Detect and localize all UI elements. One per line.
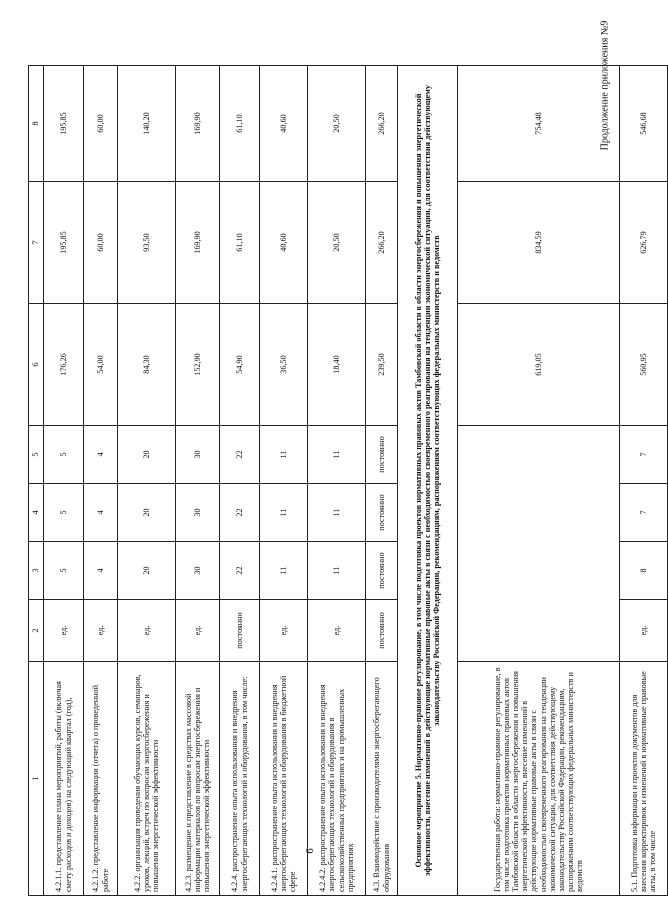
header-cell: 5	[29, 426, 44, 484]
value-cell: 169,90	[176, 66, 220, 182]
value-cell: 36,50	[260, 304, 308, 426]
table-row	[44, 66, 84, 896]
table-row	[118, 66, 176, 896]
header-cell: 7	[29, 182, 44, 304]
value-cell: 22	[220, 484, 260, 542]
value-cell: постоянно	[366, 542, 398, 600]
value-cell: 140,20	[118, 66, 176, 182]
value-cell: 7	[620, 426, 668, 484]
government-work-row	[458, 66, 620, 896]
unit-cell: ед.	[176, 600, 220, 662]
value-cell: 626,79	[620, 182, 668, 304]
appendix-label-text: Продолжение приложения №9	[599, 20, 611, 151]
value-cell: 195,85	[44, 182, 84, 304]
row-label: 4.3. Взаимодействие с производителями энергосберегающего оборудования	[366, 662, 398, 896]
value-cell: 5	[44, 542, 84, 600]
row-label: 4.2.4.2. распространение опыта использования и внедрения энергосберегающих технологий и оборудования в сельскохозяйственных предприятиях и на промышленных предприятиях	[308, 662, 366, 896]
value-cell: 40,60	[260, 182, 308, 304]
header-cell: 8	[29, 66, 44, 182]
header-cell: 6	[29, 304, 44, 426]
row-label: 4.2.4. распространение опыта использования и внедрения энергосберегающих технологий и оборудования, в том числе:	[220, 662, 260, 896]
table-row	[620, 66, 668, 896]
table-row	[84, 66, 118, 896]
unit-cell: ед.	[118, 600, 176, 662]
value-cell: 7	[620, 484, 668, 542]
value-cell: 60,00	[84, 182, 118, 304]
value-cell: постоянно	[366, 426, 398, 484]
value-cell: 54,90	[220, 304, 260, 426]
value-cell: 22	[220, 426, 260, 484]
value-cell: 30	[176, 426, 220, 484]
value-cell: 546,68	[620, 66, 668, 182]
value-cell: 18,40	[308, 304, 366, 426]
unit-cell: ед.	[308, 600, 366, 662]
value-cell: 30	[176, 542, 220, 600]
table-header-row	[29, 66, 44, 896]
page-number: 6	[304, 848, 316, 854]
value-cell: 11	[308, 484, 366, 542]
unit-cell: ед.	[620, 600, 668, 662]
row-label: 4.2.3. размещение и представление в средствах массовой информации материалов по вопросам энергосбережения и повышения энергетической эффективности	[176, 662, 220, 896]
value-cell: 20	[118, 542, 176, 600]
value-cell: 60,00	[84, 66, 118, 182]
unit-cell: ед.	[84, 600, 118, 662]
row-label: 4.2.4.1. распространение опыта использования и внедрения энергосберегающих технологий и оборудования в бюджетной сфере	[260, 662, 308, 896]
value-cell: 20,50	[308, 66, 366, 182]
empty-merged-cell	[458, 426, 620, 662]
value-cell: 152,90	[176, 304, 220, 426]
row-label: Государственная работа: нормативно-правовое регулирование, в том числе подготовка проектов нормативных правовых актов Тамбовской области в области энергосбережения и повышения энергетической эффективности, внесение изменений в действующие нормативные правовые акты в связи с необходимостью своевременного реагирования на тенденции экономической ситуации, для соответствия действующему законодательству Российской Федерации, рекомендациям, распоряжениям соответствующих федеральных министерств и ведомств	[458, 662, 620, 896]
table-row	[260, 66, 308, 896]
table-row	[308, 66, 366, 896]
value-cell: 61,10	[220, 66, 260, 182]
header-cell: 4	[29, 484, 44, 542]
row-label: 4.2.2. организация проведения обучающих курсов, семинаров, уроков, лекций, встреч по вопросам энергосбережения и повышения энергетической эффективности	[118, 662, 176, 896]
value-cell: 619,05	[458, 304, 620, 426]
value-cell: 560,95	[620, 304, 668, 426]
header-cell: 3	[29, 542, 44, 600]
value-cell: 11	[260, 426, 308, 484]
value-cell: 11	[260, 542, 308, 600]
value-cell: 4	[84, 426, 118, 484]
value-cell: 195,85	[44, 66, 84, 182]
value-cell: 5	[44, 426, 84, 484]
header-cell: 2	[29, 600, 44, 662]
value-cell: 4	[84, 542, 118, 600]
value-cell: 30	[176, 484, 220, 542]
value-cell: 169,90	[176, 182, 220, 304]
value-cell: 11	[308, 426, 366, 484]
value-cell: 54,00	[84, 304, 118, 426]
value-cell: 266,20	[366, 66, 398, 182]
unit-cell: постоянно	[366, 600, 398, 662]
value-cell: 93,50	[118, 182, 176, 304]
value-cell: 20,50	[308, 182, 366, 304]
row-label: 5.1. Подготовка информации и проектов документов для внесения корректировок и изменений в нормативные правовые акты, в том числе	[620, 662, 668, 896]
value-cell: 5	[44, 484, 84, 542]
value-cell: 40,60	[260, 66, 308, 182]
section-title: Основное мероприятие 5. Нормативно-правовое регулирование, в том числе подготовка проектов нормативных правовых актов Тамбовской области в области энергосбережения и повышения энергетической эффективности, внесение изменений в действующие нормативные правовые акты в связи с необходимостью своевременного реагирования на тенденции экономической ситуации, для соответствия действующему законодательству Российской Федерации, рекомендациям, распоряжениям соответствующих федеральных министерств и ведомств	[398, 66, 458, 896]
value-cell: 176,26	[44, 304, 84, 426]
value-cell: 266,20	[366, 182, 398, 304]
row-label: 4.2.1.1. представление плана мероприятий, работы (включая смету расходов и доходов) на следующий квартал (год),	[44, 662, 84, 896]
table-row	[220, 66, 260, 896]
row-label: 4.2.1.2. представление информации (отчета) о проведенной работе	[84, 662, 118, 896]
value-cell: 834,59	[458, 182, 620, 304]
table-row	[366, 66, 398, 896]
value-cell: 20	[118, 426, 176, 484]
value-cell: 61,10	[220, 182, 260, 304]
value-cell: 22	[220, 542, 260, 600]
unit-cell: постоянно	[220, 600, 260, 662]
value-cell: 8	[620, 542, 668, 600]
value-cell: 11	[260, 484, 308, 542]
table-row	[176, 66, 220, 896]
value-cell: постоянно	[366, 484, 398, 542]
header-cell: 1	[29, 662, 44, 896]
value-cell: 84,30	[118, 304, 176, 426]
value-cell: 20	[118, 484, 176, 542]
value-cell: 754,48	[458, 66, 620, 182]
section-row	[398, 66, 458, 896]
unit-cell: ед.	[260, 600, 308, 662]
value-cell: 11	[308, 542, 366, 600]
unit-cell: ед.	[44, 600, 84, 662]
value-cell: 239,50	[366, 304, 398, 426]
value-cell: 4	[84, 484, 118, 542]
data-table	[28, 65, 668, 896]
